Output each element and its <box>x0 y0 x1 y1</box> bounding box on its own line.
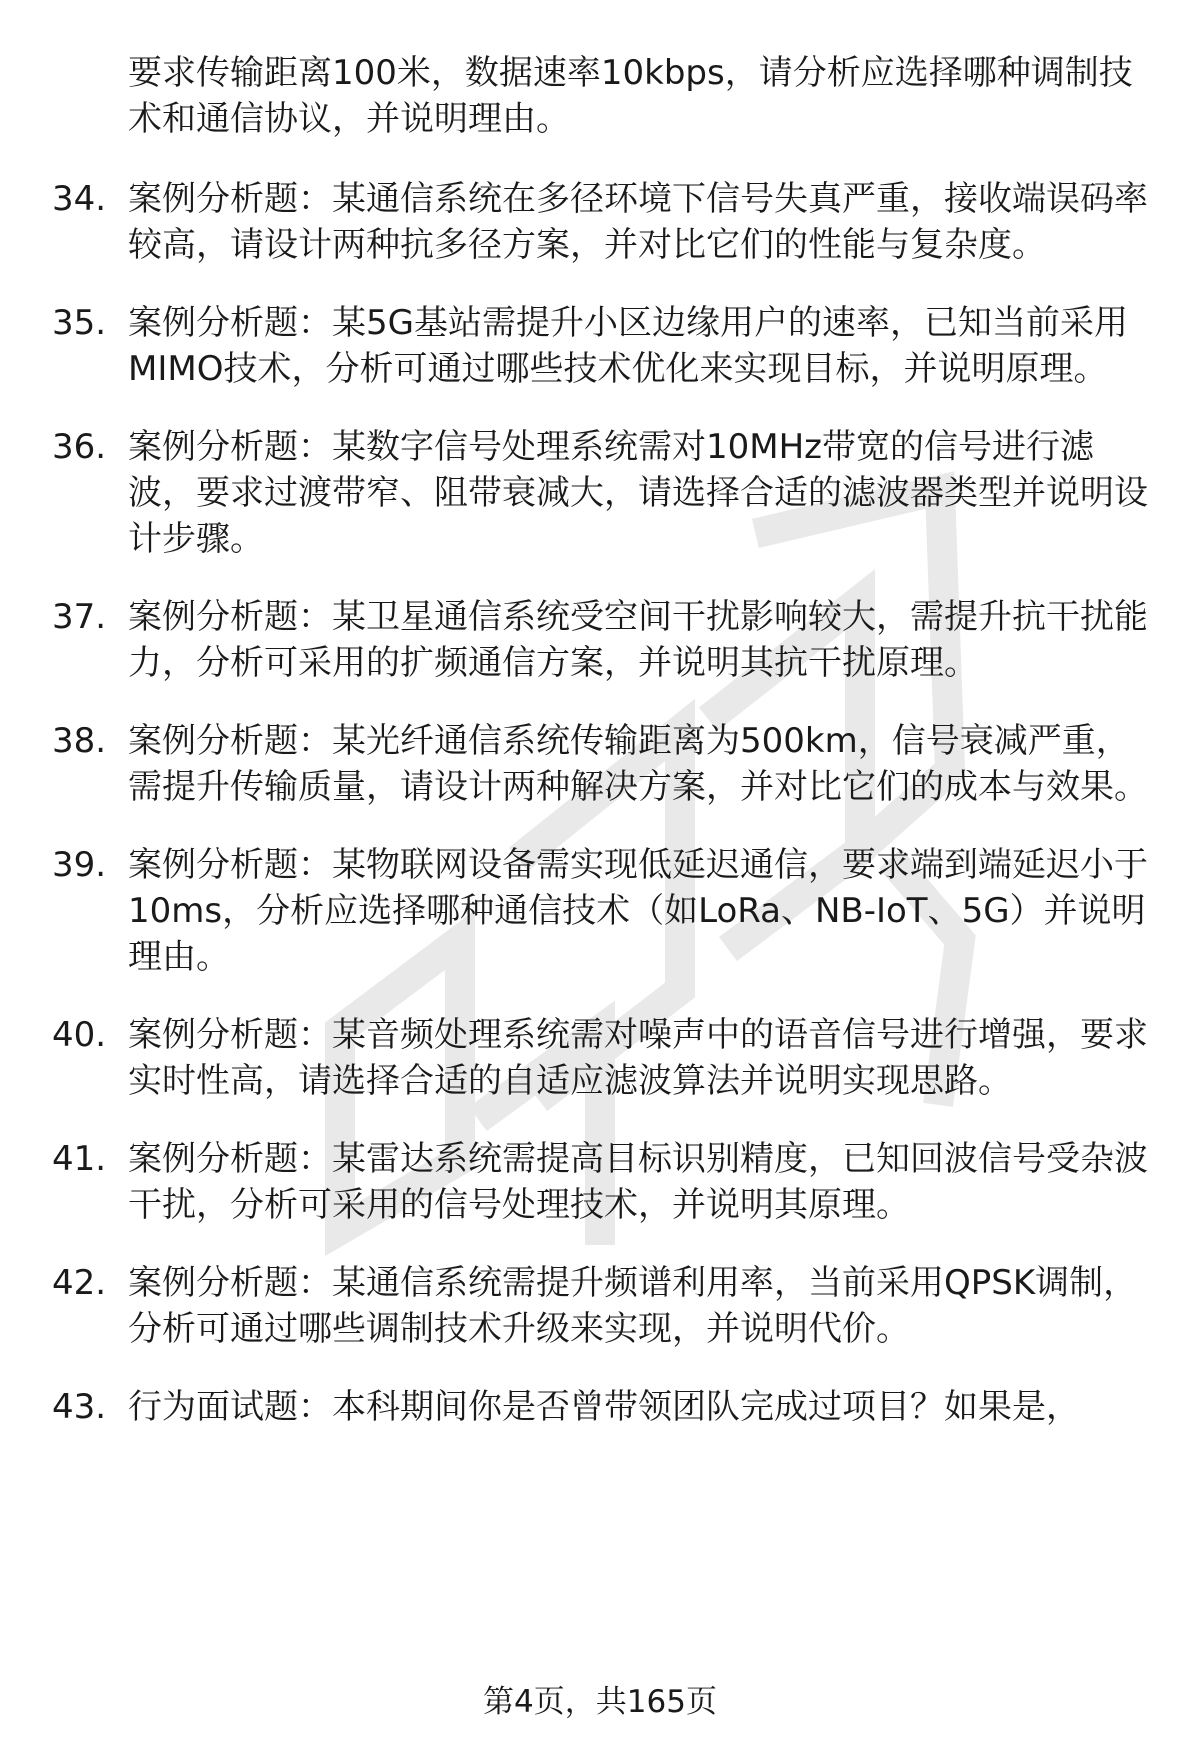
question-text: 案例分析题：某光纤通信系统传输距离为500km，信号衰减严重，需提升传输质量，请设计两种解决方案，并对比它们的成本与效果。 <box>128 721 1148 807</box>
page-number-label: 第4页，共165页 <box>483 1684 717 1720</box>
question-number: 37. <box>52 597 107 637</box>
question-text: 案例分析题：某5G基站需提升小区边缘用户的速率，已知当前采用MIMO技术，分析可通过哪些技术优化来实现目标，并说明原理。 <box>128 303 1128 389</box>
question-number: 34. <box>52 179 107 219</box>
question-item <box>0 300 1148 392</box>
question-text: 案例分析题：某通信系统需提升频谱利用率，当前采用QPSK调制，分析可通过哪些调制技术升级来实现，并说明代价。 <box>128 1263 1138 1349</box>
question-list <box>0 50 1200 1462</box>
question-continued <box>0 50 1148 142</box>
question-item <box>0 424 1148 562</box>
question-number: 38. <box>52 721 107 761</box>
question-number: 39. <box>52 845 107 885</box>
question-item <box>0 718 1148 810</box>
question-item <box>0 1012 1148 1104</box>
question-item <box>0 1260 1148 1352</box>
question-item <box>0 176 1148 268</box>
question-text: 案例分析题：某数字信号处理系统需对10MHz带宽的信号进行滤波，要求过渡带窄、阻带衰减大，请选择合适的滤波器类型并说明设计步骤。 <box>128 427 1148 559</box>
question-number: 36. <box>52 427 107 467</box>
question-text: 案例分析题：某物联网设备需实现低延迟通信，要求端到端延迟小于10ms，分析应选择哪种通信技术（如LoRa、NB-IoT、5G）并说明理由。 <box>128 845 1148 977</box>
question-number: 42. <box>52 1263 107 1303</box>
question-text: 案例分析题：某雷达系统需提高目标识别精度，已知回波信号受杂波干扰，分析可采用的信号处理技术，并说明其原理。 <box>128 1139 1148 1225</box>
question-number: 40. <box>52 1015 107 1055</box>
question-text: 案例分析题：某音频处理系统需对噪声中的语音信号进行增强，要求实时性高，请选择合适的自适应滤波算法并说明实现思路。 <box>128 1015 1148 1101</box>
question-number: 41. <box>52 1139 107 1179</box>
question-item <box>0 1136 1148 1228</box>
question-text: 要求传输距离100米，数据速率10kbps，请分析应选择哪种调制技术和通信协议，并说明理由。 <box>128 53 1133 139</box>
question-text: 案例分析题：某通信系统在多径环境下信号失真严重，接收端误码率较高，请设计两种抗多径方案，并对比它们的性能与复杂度。 <box>128 179 1148 265</box>
question-text: 案例分析题：某卫星通信系统受空间干扰影响较大，需提升抗干扰能力，分析可采用的扩频通信方案，并说明其抗干扰原理。 <box>128 597 1148 683</box>
question-item <box>0 1384 1148 1430</box>
question-item <box>0 594 1148 686</box>
question-number: 43. <box>52 1387 107 1427</box>
question-number: 35. <box>52 303 107 343</box>
question-text: 行为面试题：本科期间你是否曾带领团队完成过项目？如果是， <box>128 1387 1080 1427</box>
question-item <box>0 842 1148 980</box>
page-footer <box>0 1682 1200 1722</box>
